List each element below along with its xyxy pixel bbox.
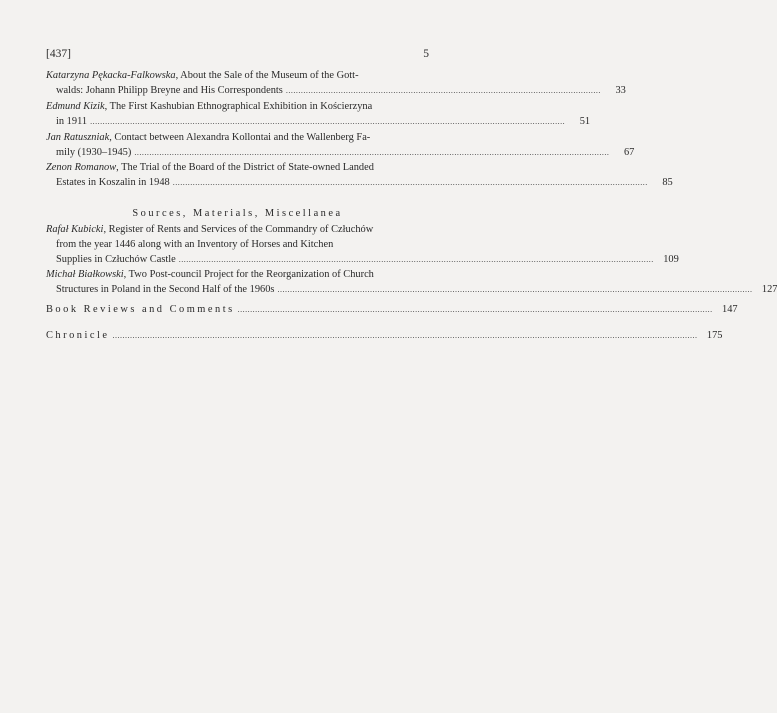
page-header — [46, 48, 429, 60]
leader-dots: .............................................................................................................................................................................................. — [178, 255, 654, 264]
entry-author: Katarzyna Pękacka-Falkowska — [46, 70, 176, 81]
section-heading: Sources, Materials, Miscellanea — [132, 208, 343, 219]
entry-page: 127 — [761, 284, 777, 295]
entry-title-line: Supplies in Człuchów Castle — [56, 254, 176, 265]
entry-author: Rafał Kubicki — [46, 224, 104, 235]
leader-dots: .............................................................................................................................................................................................. — [90, 117, 566, 126]
entry-title-line: mily (1930–1945) — [56, 147, 132, 158]
leader-dots: .............................................................................................................................................................................................. — [172, 178, 648, 187]
entry-page: 85 — [662, 177, 673, 188]
entry-title-line: Structures in Poland in the Second Half of the 1960s — [56, 284, 275, 295]
entry-author: Michał Białkowski — [46, 269, 124, 280]
entry-page: 33 — [615, 85, 626, 96]
entry-title-line: in 1911 — [56, 116, 88, 127]
entry-title-line: walds: Johann Philipp Breyne and His Correspondents — [56, 85, 283, 96]
leader-dots: .............................................................................................................................. — [285, 86, 601, 95]
header-page-number: 5 — [423, 48, 429, 60]
entry-title-line: , Two Post-council Project for the Reorganization of Church — [123, 269, 374, 280]
leader-dots: .............................................................................................................................................................................................. — [277, 285, 753, 294]
chronicle-label: Chronicle — [46, 330, 110, 341]
toc-entry — [46, 160, 673, 190]
entry-page: 67 — [623, 147, 635, 158]
entry-title-line: from the year 1446 along with an Inventory of Horses and Kitchen — [56, 239, 334, 250]
leader-dots: .............................................................................................................................................................................................. — [134, 148, 610, 157]
leader-dots: .......................................................................................................................................................................................................................................... — [112, 331, 698, 340]
entry-title-line: , About the Sale of the Museum of the Gott- — [175, 70, 359, 81]
entry-page: 175 — [706, 330, 723, 341]
entry-author: Edmund Kizik — [46, 101, 105, 112]
entry-author: Zenon Romanow — [46, 162, 117, 173]
toc-entry — [46, 222, 679, 267]
entry-title-line: , Register of Rents and Services of the Commandry of Człuchów — [103, 224, 374, 235]
toc-entry — [46, 68, 626, 98]
entry-page: 109 — [663, 254, 679, 265]
entry-title-line: , The Trial of the Board of the District of State-owned Landed — [116, 162, 374, 173]
toc-entry — [46, 328, 723, 343]
entry-author: Jan Ratuszniak — [46, 132, 110, 143]
toc-entry — [46, 130, 635, 160]
header-issue: [437] — [46, 48, 71, 60]
toc-entry — [46, 267, 777, 297]
toc-entry — [46, 99, 591, 129]
reviews-label: Book Reviews and Comments — [46, 304, 235, 315]
entry-title-line: , Contact between Alexandra Kollontai and the Wallenberg Fa- — [109, 132, 371, 143]
entry-title-line: Estates in Koszalin in 1948 — [56, 177, 170, 188]
entry-page: 147 — [722, 304, 738, 315]
entry-page: 51 — [579, 116, 591, 127]
toc-entry — [46, 302, 738, 317]
leader-dots: .............................................................................................................................................................................................. — [237, 305, 713, 314]
entry-title-line: , The First Kashubian Ethnographical Exhibition in Kościerzyna — [104, 101, 373, 112]
